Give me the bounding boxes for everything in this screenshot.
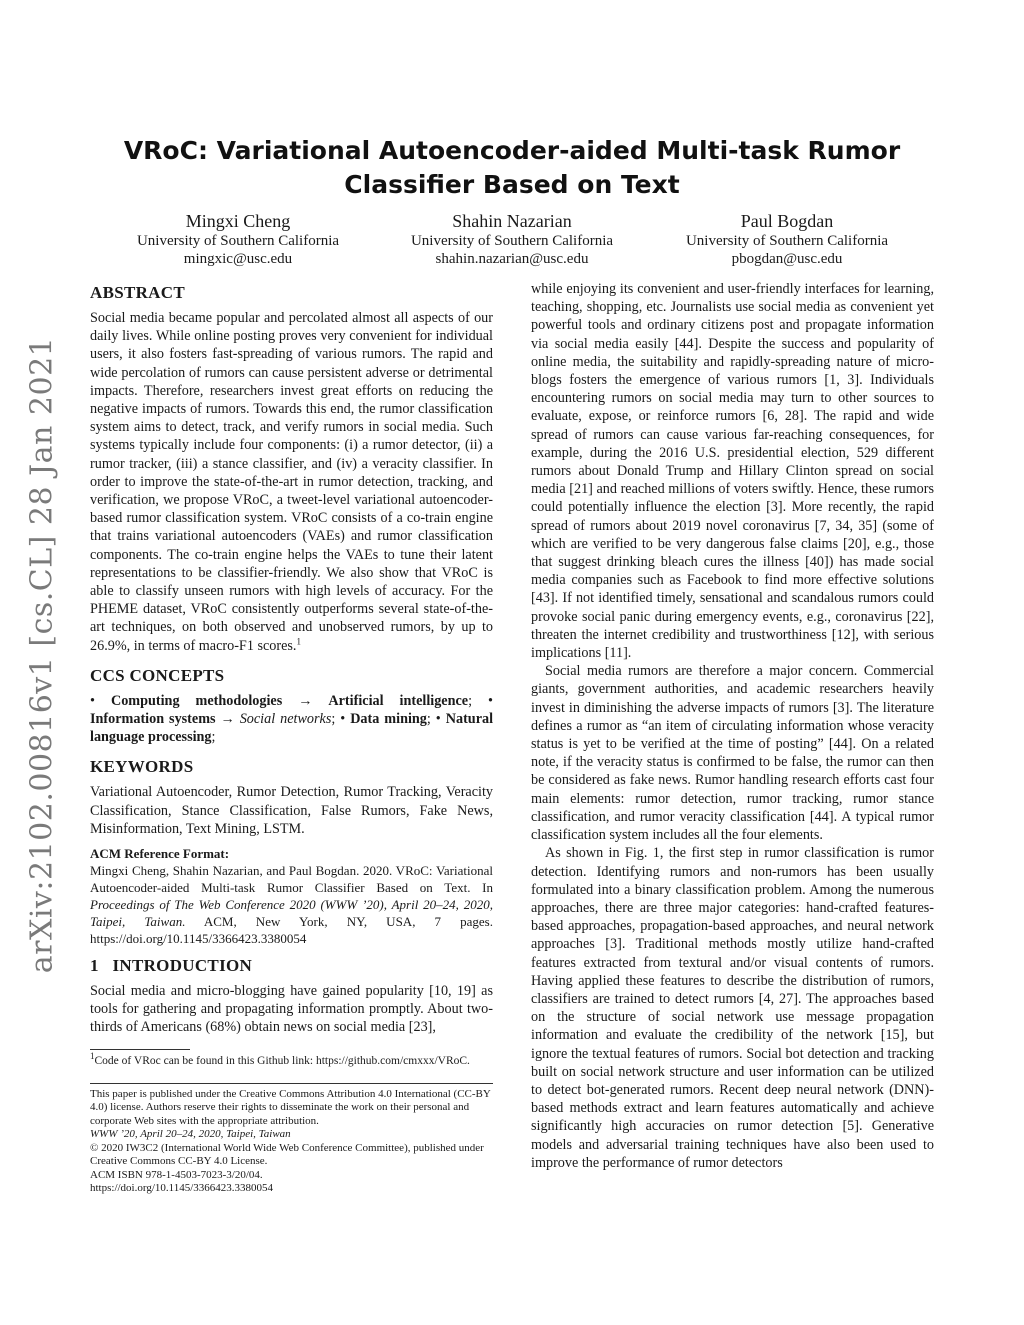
license-divider: [90, 1083, 493, 1084]
copyright-line: © 2020 IW3C2 (International World Wide Web Conference Committee), published under Creative Commons CC-BY 4.0 License.: [90, 1141, 484, 1168]
author-affiliation: University of Southern California: [136, 233, 340, 249]
author-name: Mingxi Cheng: [185, 211, 291, 231]
footnote: [90, 1050, 493, 1069]
acm-reference-venue: Proceedings of The Web Conference 2020 (WWW ’20), April 20–24, 2020, Taipei, Taiwan.: [90, 897, 493, 930]
conference-info: WWW ’20, April 20–24, 2020, Taipei, Taiwan: [90, 1128, 291, 1141]
intro-paragraph-2: Social media rumors are therefore a major concern. Commercial giants, government authorities, and academic researchers heavily invest in diminishing the adverse impacts of rumors [3]. The literature defines a rumor as “an item of circulating information whose veracity status is yet to be verified at the time of posting” [44]. On a related note, if the veracity status is confirmed to be false, the rumor can then be considered as fake news. Rumor handling research efforts cast four main elements: rumor detection, rumor tracking, rumor stance classification, and rumor veracity classification [44]. A typical rumor classification system includes all the four elements.: [531, 663, 934, 844]
author-email: shahin.nazarian@usc.edu: [435, 251, 589, 267]
author-affiliation: University of Southern California: [410, 233, 614, 249]
arxiv-side-label: [22, 336, 62, 974]
license-block: [90, 1088, 493, 1196]
ccs-concept: Social networks: [239, 711, 332, 728]
acm-reference-line: Mingxi Cheng, Shahin Nazarian, and Paul Bogdan. 2020. VRoC: Variational Autoencoder-aided Multi-task Rumor Classifier Based on Text. In: [90, 863, 493, 896]
isbn-line: ACM ISBN 978-1-4503-7023-3/20/04.: [90, 1168, 263, 1181]
abstract-heading: ABSTRACT: [90, 283, 185, 302]
conference-line: [90, 1128, 493, 1142]
ccs-concept: Artificial intelligence: [328, 692, 469, 709]
abstract-body: Social media became popular and percolated almost all aspects of our daily lives. While online posting proves very convenient for individual users, it also fosters fast-spreading of various rumors. The rapid and wide percolation of rumors can cause persistent adverse or detrimental impacts. Therefore, researchers invest great efforts on reducing the negative impacts of rumors. Towards this end, the rumor classification system aims to detect, track, and verify rumors in social media. Such systems typically include four components: (i) a rumor detector, (ii) a rumor tracker, (iii) a stance classifier, and (iv) a veracity classifier. In order to improve the state-of-the-art in rumor detection, tracking, and verification, we propose VRoC, a tweet-level variational autoencoder-based rumor classification system. VRoC consists of a co-train engine that trains variational autoencoders (VAEs) and rumor classification components. The co-train engine helps the VAEs to tune their latent representations to be classifier-friendly. We also show that VRoC is able to classify unseen rumors with high levels of accuracy. For the PHEME dataset, VRoC consistently outperforms several state-of-the-art techniques, on both observed and unobserved rumors, by up to 26.9%, in terms of macro-F1 scores.: [90, 310, 493, 654]
author-email: mingxic@usc.edu: [183, 251, 293, 267]
author-email: pbogdan@usc.edu: [731, 251, 843, 267]
ccs-concept: Computing methodologies: [110, 692, 283, 709]
intro-paragraph-3: As shown in Fig. 1, the first step in rumor classification is rumor detection. Identifying rumors and non-rumors has been usually formulated into a binary classification problem. Among the numerous approaches, there are three major categories: hand-crafted features-based approaches, propagation-based approaches, and neural network approaches [3]. Traditional methods mostly utilize hand-crafted features extracted from textural and/or visual contents of rumors. Having applied these features to describe the distribution of rumors, classifiers are trained to detect rumors [4, 27]. The approaches based on the structure of social network use message propagation information and evaluate the credibility of the network [15], but ignore the textual features of rumors. Social bot detection and tracking built on social network structure and user information can be utilized to detect bot-generated rumors. Recent deep neural network (DNN)-based methods extract and learn features automatically and achieve significantly high accuracies on rumor detection [5]. Generative models and adversarial training techniques have also been used to improve the performance of rumor detectors: [531, 845, 934, 1171]
keywords-heading: KEYWORDS: [90, 757, 194, 777]
author-2: [382, 210, 642, 268]
section-title: INTRODUCTION: [112, 956, 253, 976]
acm-reference-tail: ACM, New York, NY, USA, 7 pages. https://doi.org/10.1145/3366423.3380054: [90, 914, 493, 947]
author-affiliation: University of Southern California: [685, 233, 889, 249]
footnote-mark: 1: [296, 635, 301, 646]
ccs-concept: Information systems: [90, 711, 216, 728]
footnote-divider: [90, 1049, 190, 1050]
author-3: [657, 210, 917, 268]
ccs-concept: Data mining: [350, 711, 427, 728]
abstract-text: [90, 309, 493, 655]
author-block: [90, 210, 934, 274]
intro-paragraph-1: Social media and micro-blogging have gained popularity [10, 19] as tools for gathering and propagating information promptly. About two-thirds of Americans (68%) obtain news on social media [23],: [90, 983, 493, 1036]
arrow-icon: →: [220, 711, 235, 728]
footnote-number: 1: [90, 1050, 95, 1061]
section-heading-introduction: [90, 955, 493, 977]
section-number: 1: [90, 956, 99, 976]
arrow-icon: →: [298, 692, 313, 709]
paper-title: [90, 134, 934, 202]
arxiv-identifier: arXiv:2102.00816v1 [cs.CL] 28 Jan 2021: [24, 336, 60, 974]
author-name: Shahin Nazarian: [452, 211, 572, 231]
acm-reference: [90, 862, 493, 947]
title-line-1: VRoC: Variational Autoencoder-aided Multi-task Rumor: [123, 136, 901, 165]
ccs-heading: CCS CONCEPTS: [90, 665, 225, 685]
author-name: Paul Bogdan: [740, 211, 834, 231]
keywords-text: Variational Autoencoder, Rumor Detection, Rumor Tracking, Veracity Classification, Stance Classification, False Rumors, Fake News, Misinformation, Text Mining, LSTM.: [90, 784, 493, 837]
ccs-concept: Natural language processing: [90, 711, 494, 746]
left-column: [90, 280, 493, 1196]
author-1: [108, 210, 368, 268]
doi-line: https://doi.org/10.1145/3366423.3380054: [90, 1182, 274, 1195]
acm-reference-heading: ACM Reference Format:: [90, 846, 230, 862]
title-line-2: Classifier Based on Text: [344, 170, 680, 199]
footnote-text: Code of VRoc can be found in this Github link: https://github.com/cmxxx/VRoC.: [94, 1054, 470, 1067]
right-column: [531, 280, 934, 1172]
intro-paragraph-1-continued: while enjoying its convenient and user-friendly interfaces for learning, teaching, shopping, etc. Journalists use social media as convenient yet powerful tools and ordinary citizens post and propagate information via social media easily [44]. Despite the success and popularity of online media, the suitability and rapidly-spreading nature of micro-blogs fosters the emergence of various rumors [1, 3]. Individuals encountering rumors on social media may turn to other sources to evaluate, expose, or reinforce rumors [6, 28]. The rapid and wide spread of rumors can cause various far-reaching consequences, for example, during the 2016 U.S. presidential election, 529 different rumors about Donald Trump and Hillary Clinton spread on social media [21] and reached millions of voters swiftly. Hence, these rumors could potentially influence the election [3]. More recently, the rapid spread of rumors about 2019 novel coronavirus [7, 34, 35] (some of which are verified to be very dangerous false claims [20], e.g., those that suggest drinking bleach cures the illness [40]) has made social media companies such as Facebook to find more effective solutions [43]. If not identified timely, sensational and scandalous rumors could provoke social panic during emergency events, e.g., coronavirus [22], threaten the internet credibility and trustworthiness [12], with serious implications [11].: [531, 281, 934, 662]
ccs-concepts: • Computing methodologies → Artificial intelligence; • Information systems → Social networks; • Data mining; • Natural language processing;: [90, 692, 494, 746]
license-text: This paper is published under the Creative Commons Attribution 4.0 International (CC-BY 4.0) license. Authors reserve their rights to disseminate the work on their personal and corporate Web sites with the appropriate attribution.: [90, 1087, 491, 1127]
